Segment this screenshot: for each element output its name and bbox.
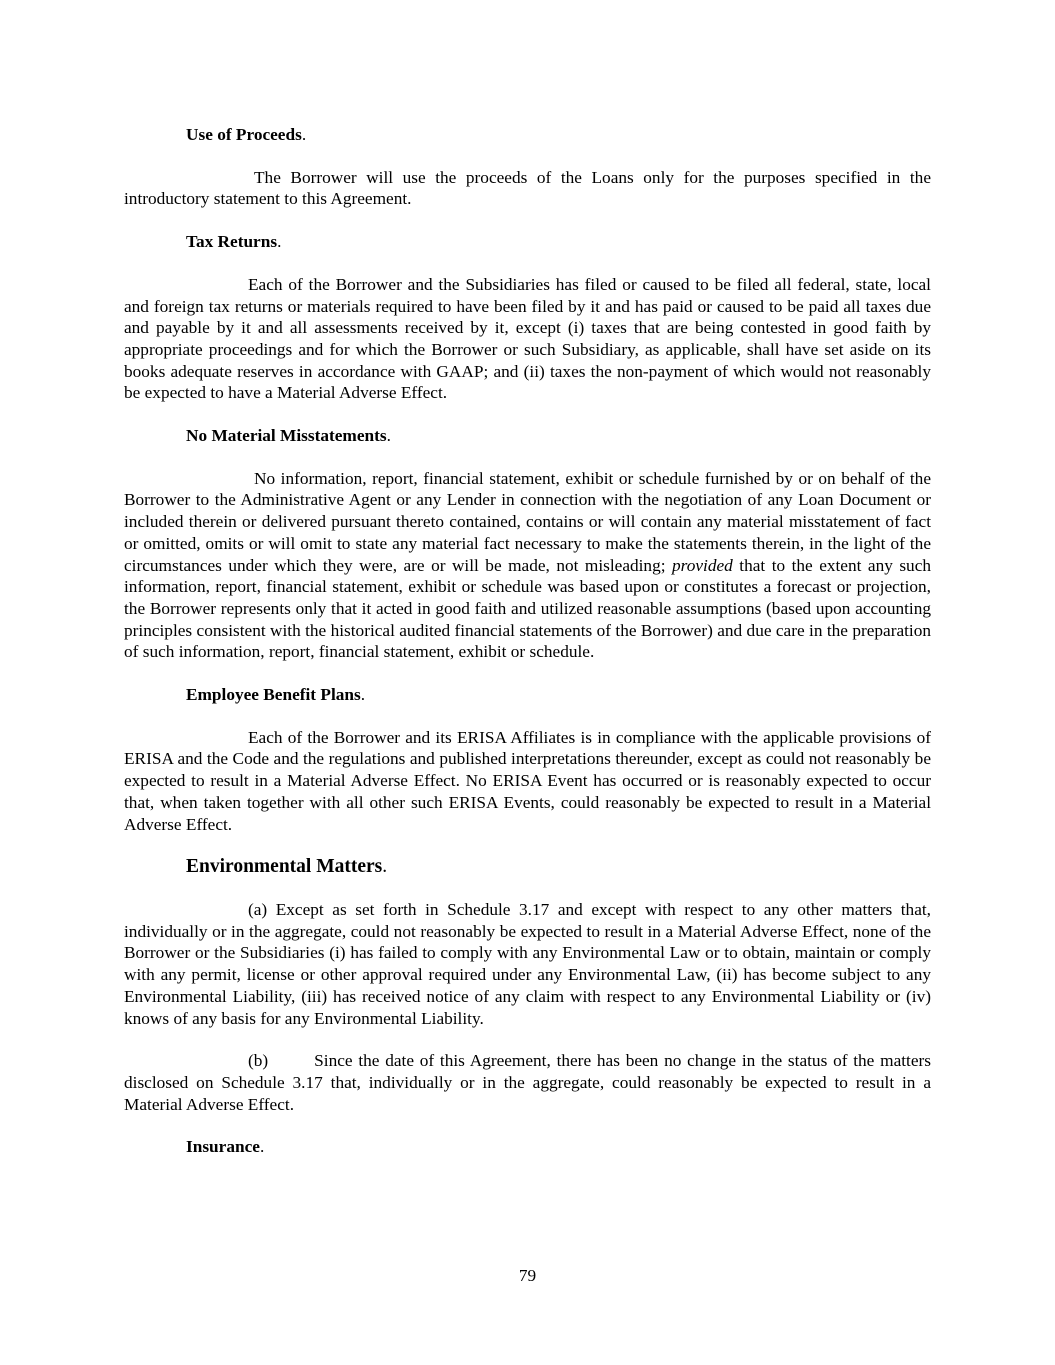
section-heading-use-of-proceeds: Use of Proceeds. [186, 125, 307, 144]
item-text-b: Since the date of this Agreement, there has been no change in the status of the matters disclosed on Schedule 3.17 that, individually or in the aggregate, could reasonably be expected to result in a Material Adverse Effect. [124, 1051, 931, 1114]
paragraph-text-part: that to the extent any such information, report, financial statement, exhibit or schedule was based upon or constitutes a forecast or projection, the Borrower represents only that it acted in good faith and utilized reasonable assumptions (based upon accounting principles consistent with the historical audited financial statements of the Borrower) and due care in the preparation of such information, report, financial statement, exhibit or schedule. [124, 555, 932, 662]
paragraph-environmental-a: (a) Except as set forth in Schedule 3.17 and except with respect to any other matters that, individually or in the aggregate, could not reasonably be expected to result in a Material Adverse Effect, none of the Borrower or the Subsidiaries (i) has failed to comply with any Environmental Law or to obtain, maintain or comply with any permit, license or other approval required under any Environmental Law, (ii) has become subject to any Environmental Liability, (iii) has received notice of any claim with respect to any Environmental Liability or (iv) knows of any basis for any Environmental Liability. [124, 899, 931, 1028]
paragraph-text-part: No information, report, financial statement, exhibit or schedule furnished by or on behalf of the Borrower to the Administrative Agent or any Lender in connection with the negotiation of any Loan Document or included therein or delivered pursuant thereto contained, contains or will contain any material misstatement of fact or omitted, omits or will omit to state any material fact necessary to make the statements therein, in the light of the circumstances under which they were, are or will be made, not misleading; [124, 468, 931, 575]
document-page [124, 124, 931, 1179]
section-heading-tax-returns: Tax Returns. [186, 232, 282, 252]
paragraph-use-of-proceeds: The Borrower will use the proceeds of the Loans only for the purposes specified in the introductory statement to this Agreement. [124, 167, 931, 209]
section-heading-insurance: Insurance. [186, 1137, 265, 1157]
section-heading-environmental-matters: Environmental Matters. [186, 856, 388, 878]
paragraph-no-material-misstatements [124, 468, 931, 663]
paragraph-tax-returns: Each of the Borrower and the Subsidiaries has filed or caused to be filed all federal, state, local and foreign tax returns or materials required to have been filed by it and has paid or caused to be paid all taxes due and payable by it and all assessments received by it, except (i) taxes that are being contested in good faith by appropriate proceedings and for which the Borrower or such Subsidiary, as applicable, shall have set aside on its books adequate reserves in accordance with GAAP; and (ii) taxes the non-payment of which would not reasonably be expected to have a Material Adverse Effect. [124, 274, 931, 403]
paragraph-environmental-b [124, 1050, 931, 1115]
paragraph-employee-benefit-plans: Each of the Borrower and its ERISA Affiliates is in compliance with the applicable provisions of ERISA and the Code and the regulations and published interpretations thereunder, except as could not reasonably be expected to result in a Material Adverse Effect. No ERISA Event has occurred or is reasonably expected to occur that, when taken together with all other such ERISA Events, could reasonably be expected to result in a Material Adverse Effect. [124, 727, 931, 834]
item-label-b: (b) [248, 1051, 269, 1071]
section-heading-employee-benefit-plans: Employee Benefit Plans. [186, 685, 366, 705]
section-heading-no-material-misstatements: No Material Misstatements. [186, 426, 391, 446]
page-number: 79 [518, 1266, 537, 1285]
italic-term-provided: provided [672, 555, 733, 575]
